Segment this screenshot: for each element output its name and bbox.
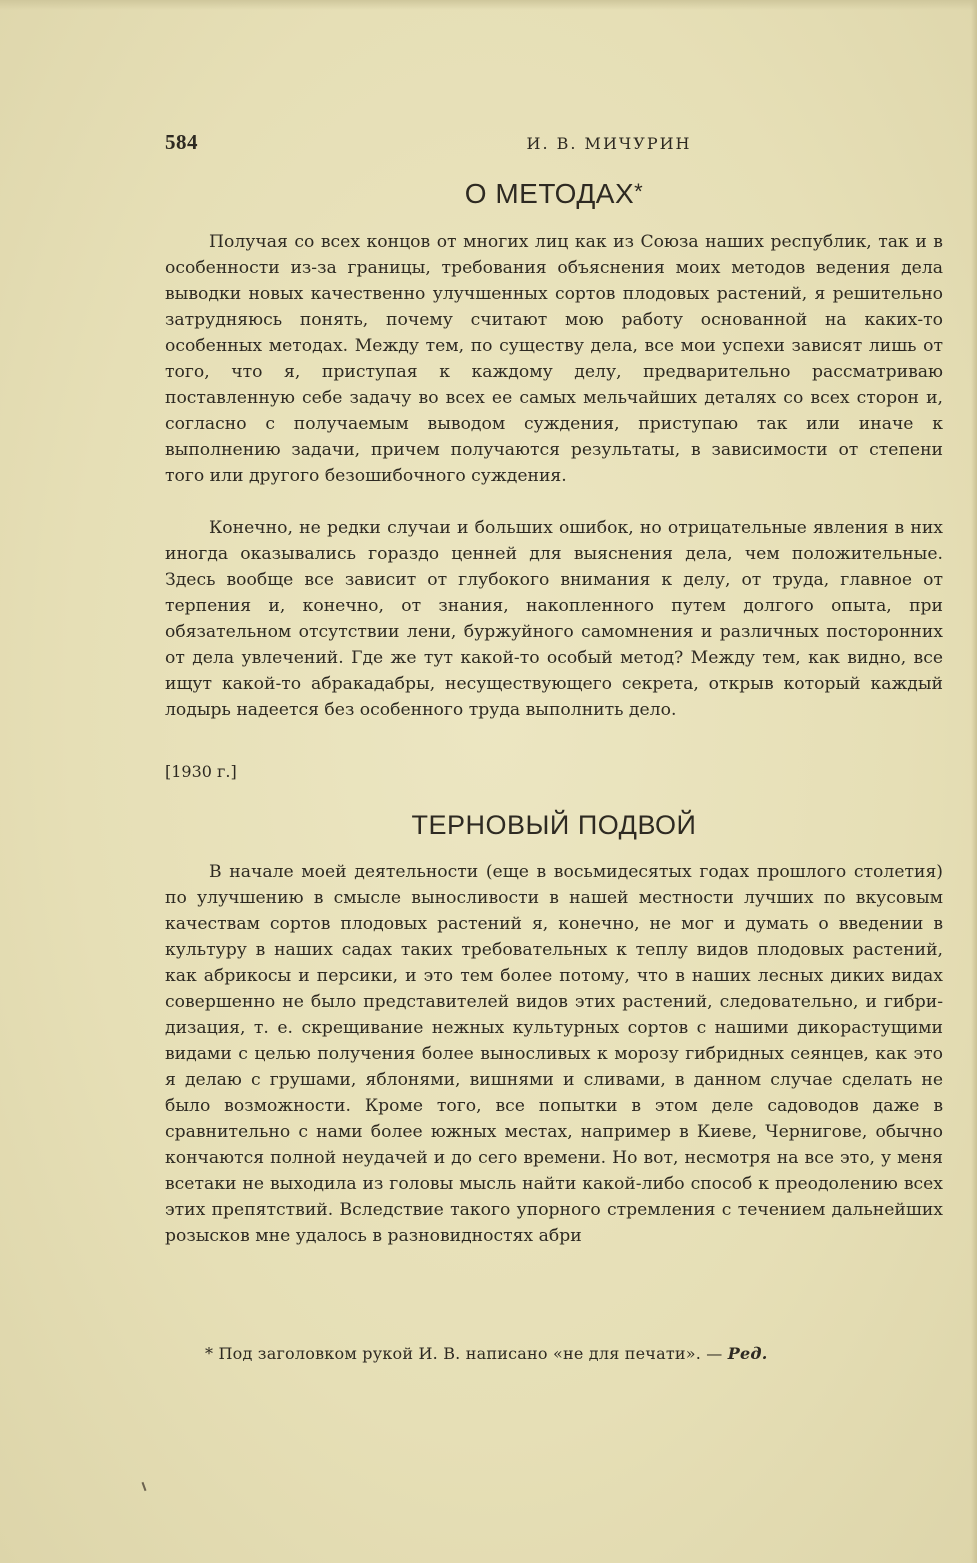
article-date: [1930 г.] <box>165 762 237 781</box>
page-number: 584 <box>165 130 198 154</box>
paragraph: Получая со всех концов от многих лиц как из Союза наших республик, так и в особенности из-за границы, требования объяснения моих методов ведения дела выводки новых качественно улучшенных сортов плодовых растений, я решительно затрудняюсь понять, почему считают мою работу основанной на каких-то особенных методах. Между тем, по существу дела, все мои успехи зависят лишь от того, что я, приступая к каждому делу, предварительно рассматриваю поставленную себе задачу во всех ее самых мельчайших деталях со всех сторон и, согласно с получаемым выводом суждения, приступаю так или иначе к выполнению задачи, причем получаются результаты, в зависимости от степени того или другого безошибочного суждения. <box>165 232 943 486</box>
article-title <box>165 178 943 210</box>
page-edge-shadow <box>0 0 977 10</box>
margin-mark <box>142 1482 147 1491</box>
running-head <box>165 130 943 160</box>
article-title: ТЕРНОВЫЙ ПОДВОЙ <box>411 810 697 840</box>
paragraph: В начале моей деятельности (еще в восьмидесятых годах прошлого столетия) по улучшению в смысле выносливости в нашей местности лучших по вкусовым качествам сортов плодовых растений я, конечно, не мог и думать о введении в культуру в наших садах таких требовательных к теплу видов плодовых растений, как абрикосы и персики, и это тем более потому, что в наших лесных диких видах совершенно не было представителей видов этих растений, следовательно, и гибридизация, т. е. скрещивание нежных культурных сортов с нашими дикорастущими видами с целью получения более выносливых к морозу гибридных сеянцев, как это я делаю с грушами, яблонями, вишнями и сливами, в данном случае сделать не было возможности. Кроме того, все попытки в этом деле садоводов даже в сравнительно с нами более южных местах, например в Киеве, Чернигове, обычно кончаются полной неудачей и до сего времени. Но вот, несмотря на все это, у меня всетаки не выходила из головы мысль найти какой-либо способ к преодолению всех этих препятствий. Вследствие такого упорного стремления с течением дальнейших розысков мне удалось в разновидностях абри <box>165 862 943 1246</box>
running-title: И. В. МИЧУРИН <box>526 134 692 153</box>
footnote-editor: Ред. <box>727 1344 768 1363</box>
footnote-text: * Под заголовком рукой И. В. написано «не для печати». — <box>205 1344 723 1363</box>
footnote-marker: * <box>634 179 644 204</box>
footnote <box>165 1344 943 1363</box>
page-edge-shadow <box>971 0 977 1563</box>
paragraph: Конечно, не редки случаи и больших ошибок, но отрицательные явления в них иногда оказывались гораздо ценней для выяснения дела, чем положительные. Здесь вообще все зависит от глубокого внимания к делу, от труда, главное от терпения и, конечно, от знания, накопленного путем долгого опыта, при обязательном отсутствии лени, буржуйного самомнения и различных посторонних от дела увлечений. Где же тут какой-то особый метод? Между тем, как видно, все ищут какой-то абракадабры, несуществующего секрета, открыв который каждый лодырь надеется без особенного труда выполнить дело. <box>165 518 943 720</box>
article-title-text: О МЕТОДАХ <box>464 178 635 209</box>
